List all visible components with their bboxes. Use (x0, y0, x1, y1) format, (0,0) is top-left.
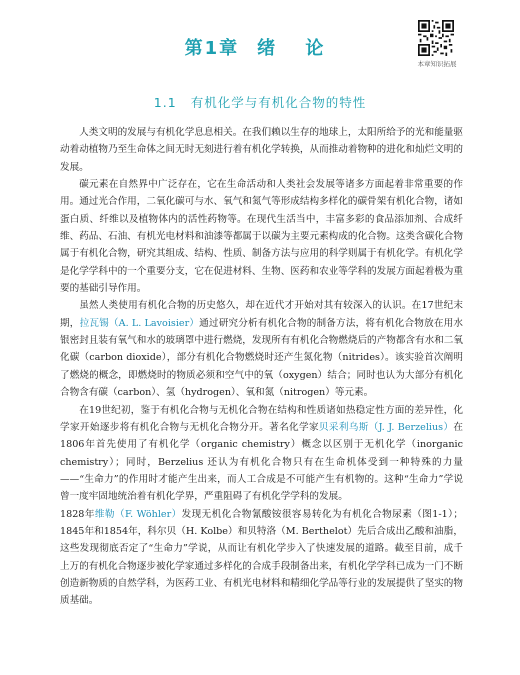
paragraph-5 (60, 506, 463, 610)
section-heading (0, 93, 520, 111)
paragraph-1: 人类文明的发展与有机化学息息相关。在我们赖以生存的地球上，太阳所给予的光和能量驱动着动植物乃至生命体之间无时无刻进行着有机化学转换，从而推动着物种的进化和灿烂文明的发展。 (60, 127, 463, 173)
paragraph-3-text-b: 通过研究分析有机化合物的制备方法，将有机化合物放在用水银密封且装有氧气和水的玻璃罩中进行燃烧，发现所有有机化合物燃烧后的产物都含有水和二氧化碳（carbon dioxide），部分有机化合物燃烧时还产生氮化物（nitrides）。该实验首次阐明了燃烧的概念，即燃烧时的物质必须和空气中的氧（oxygen）结合；同时也认为大部分有机化合物含有碳（carbon）、氢（hydrogen）、氧和氮（nitrogen）等元素。 (60, 317, 464, 399)
chapter-number: 第1章 (184, 38, 240, 59)
paragraph-4-text-a: 在19世纪初，鉴于有机化合物与无机化合物在结构和性质诸如热稳定性方面的差异性，化学家开始逐步将有机化合物与无机化合物分开。著名化学家 (60, 404, 463, 433)
paragraph-3 (60, 297, 463, 401)
chapter-name: 绪 论 (257, 38, 336, 59)
section-number: 1.1 (153, 95, 177, 110)
wohler-link[interactable]: 维勒（F. Wöhler） (94, 508, 182, 520)
lavoisier-link[interactable]: 拉瓦锡（A. L. Lavoisier） (79, 317, 200, 329)
body-text (60, 124, 463, 610)
paragraph-5-text-a: 1828年 (60, 508, 95, 520)
paragraph-5-text-b: 发现无机化合物氰酸铵很容易转化为有机化合物尿素（图1-1）；1845年和1854年，科尔贝（H. Kolbe）和贝特洛（M. Berthelot）先后合成出乙酸和油脂，这些发现彻底否定了“生命力”学说，从而让有机化学步入了快速发展的道路。截至目前，成千上万的有机化合物逐步被化学家通过多样化的合成手段制备出来，有机化学学科已成为一门不断创造新物质的自然学科，为医药工业、有机光电材料和精细化学品等行业的发展提供了坚实的物质基础。 (60, 508, 463, 607)
qr-caption: 本章知识拓展 (417, 60, 457, 68)
berzelius-link[interactable]: 贝采利乌斯（J. J. Berzelius） (318, 421, 454, 433)
paragraph-4-text-b: 在1806年首先使用了有机化学（organic chemistry）概念以区别于无机化学（inorganic chemistry）；同时，Berzelius 还认为有机化合物只有在生命机体受到一种特殊的力量——“生命力”的作用时才能产生出来，而人工合成是不可能产生有机物的。这种“生命力”学说曾一度牢固地统治着有机化学界，严重阻碍了有机化学学科的发展。 (60, 421, 464, 503)
paragraph-4 (60, 402, 463, 506)
qr-code-icon[interactable] (418, 20, 454, 56)
paragraph-3-text-a: 虽然人类使用有机化合物的历史悠久，却在近代才开始对其有较深入的认识。在17世纪末期， (60, 300, 463, 329)
section-title-text: 有机化学与有机化合物的特性 (190, 95, 367, 110)
paragraph-2: 碳元素在自然界中广泛存在，它在生命活动和人类社会发展等诸多方面起着非常重要的作用。通过光合作用，二氧化碳可与水、氧气和氮气等形成结构多样化的碳骨架有机化合物，诸如蛋白质、纤维以及植物体内的活性药物等。在现代生活当中，丰富多彩的食品添加剂、合成纤维、药品、石油、有机光电材料和油漆等都属于以碳为主要元素构成的化合物。这类含碳化合物属于有机化合物，研究其组成、结构、性质、制备方法与应用的科学则属于有机化学。有机化学是化学学科中的一个重要分支，它在促进材料、生物、医药和农业等学科的发展方面起着极为重要的基础引导作用。 (60, 179, 463, 295)
